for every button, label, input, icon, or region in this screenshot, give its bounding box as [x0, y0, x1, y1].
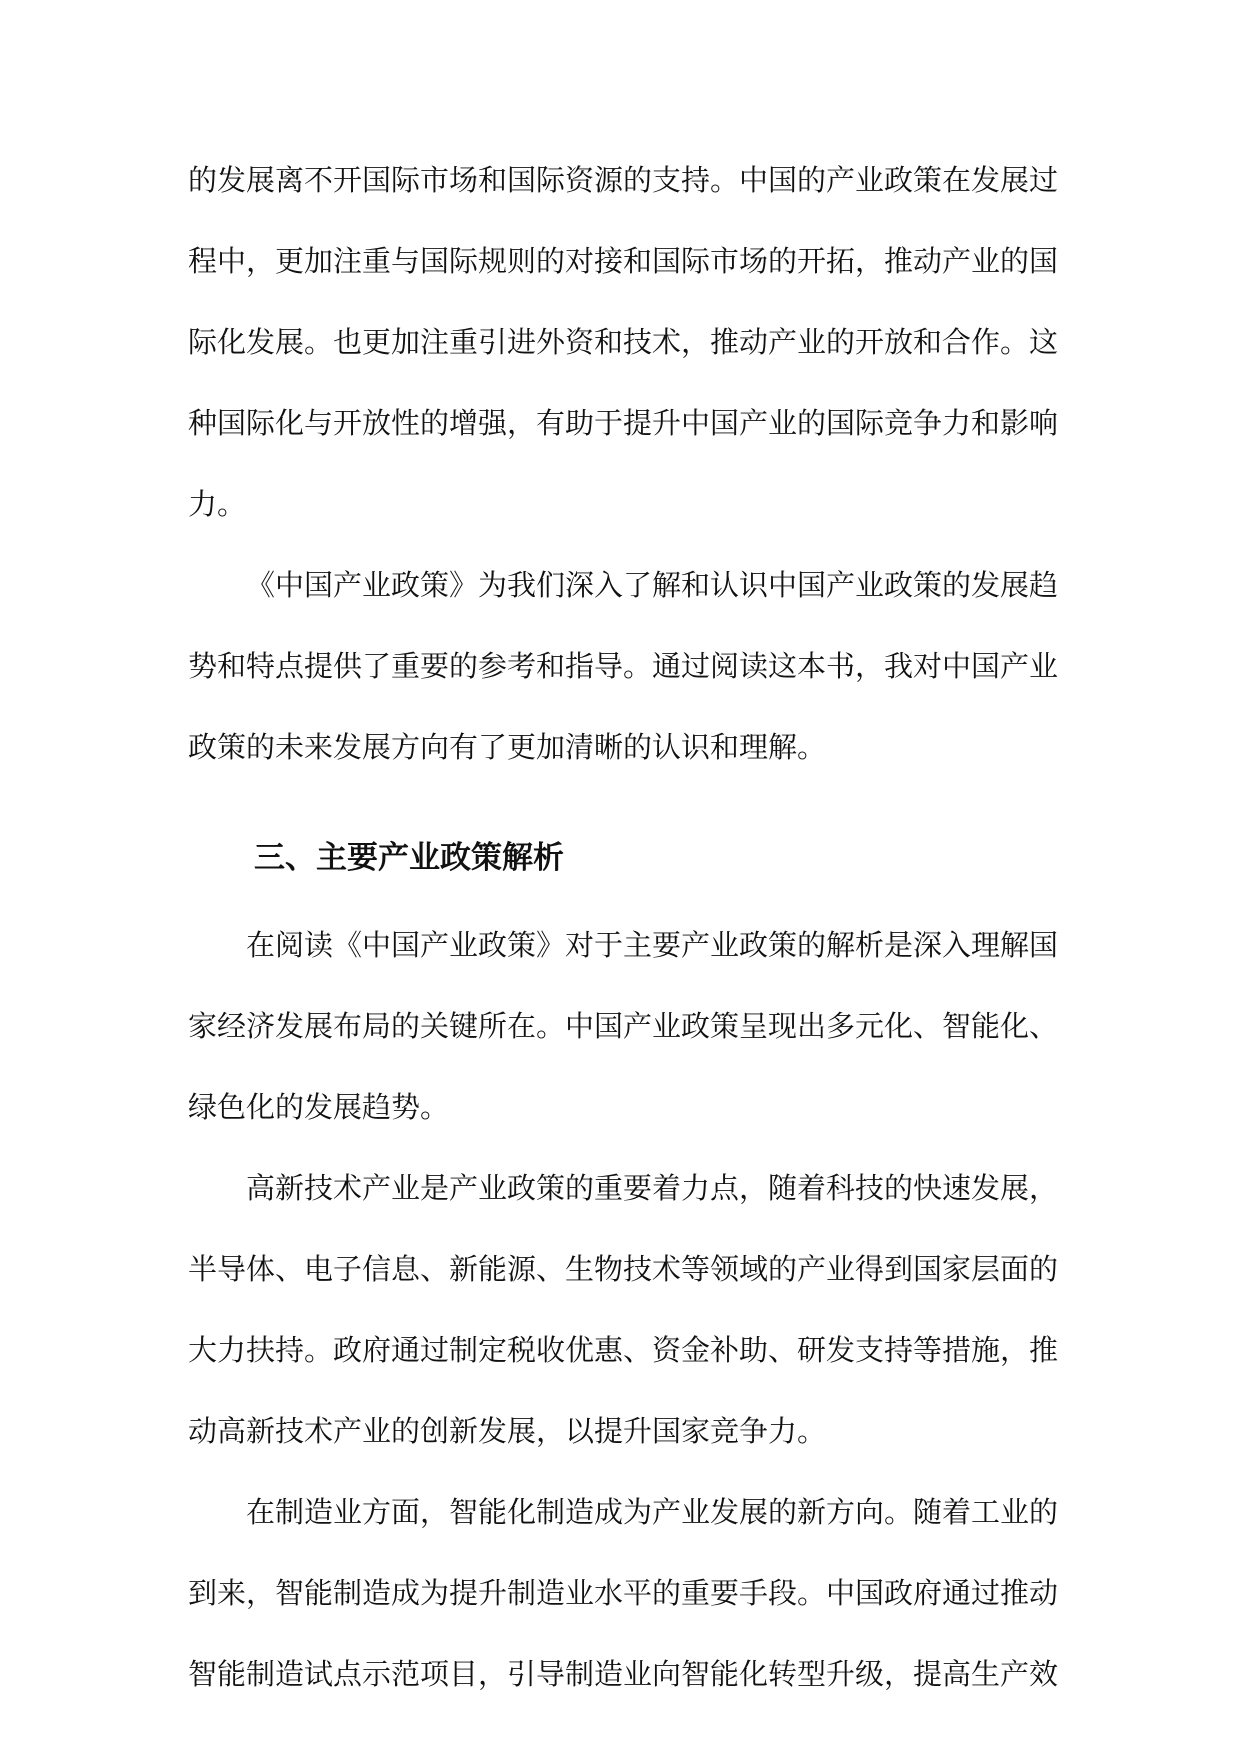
paragraph-line: 程中，更加注重与国际规则的对接和国际市场的开拓，推动产业的国 [188, 244, 1058, 278]
paragraph-line: 家经济发展布局的关键所在。中国产业政策呈现出多元化、智能化、 [188, 1009, 1058, 1043]
section-heading: 三、主要产业政策解析 [254, 840, 564, 876]
paragraph [188, 1472, 1058, 1715]
paragraph-line: 动高新技术产业的创新发展，以提升国家竞争力。 [188, 1414, 827, 1448]
paragraph-line: 大力扶持。政府通过制定税收优惠、资金补助、研发支持等措施，推 [188, 1333, 1058, 1367]
paragraph-line: 在阅读《中国产业政策》对于主要产业政策的解析是深入理解国 [246, 928, 1058, 962]
paragraph-line: 政策的未来发展方向有了更加清晰的认识和理解。 [188, 730, 827, 764]
paragraph [188, 905, 1058, 1148]
paragraph-line: 半导体、电子信息、新能源、生物技术等领域的产业得到国家层面的 [188, 1252, 1058, 1286]
document-page [188, 140, 1058, 1715]
paragraph [188, 1148, 1058, 1472]
paragraph-line: 智能制造试点示范项目，引导制造业向智能化转型升级，提高生产效 [188, 1657, 1058, 1691]
paragraph-line: 绿色化的发展趋势。 [188, 1090, 450, 1124]
paragraph-line: 在制造业方面，智能化制造成为产业发展的新方向。随着工业的 [246, 1495, 1058, 1529]
paragraph-line: 际化发展。也更加注重引进外资和技术，推动产业的开放和合作。这 [188, 325, 1058, 359]
paragraph-line: 力。 [188, 487, 247, 521]
paragraph-line: 势和特点提供了重要的参考和指导。通过阅读这本书，我对中国产业 [188, 649, 1058, 683]
paragraph-line: 《中国产业政策》为我们深入了解和认识中国产业政策的发展趋 [246, 568, 1058, 602]
paragraph [188, 545, 1058, 788]
paragraph-line: 到来，智能制造成为提升制造业水平的重要手段。中国政府通过推动 [188, 1576, 1058, 1610]
paragraph-line: 种国际化与开放性的增强，有助于提升中国产业的国际竞争力和影响 [188, 406, 1058, 440]
paragraph-line: 的发展离不开国际市场和国际资源的支持。中国的产业政策在发展过 [188, 163, 1058, 197]
paragraph-line: 高新技术产业是产业政策的重要着力点，随着科技的快速发展， [246, 1171, 1058, 1205]
paragraph [188, 140, 1058, 545]
